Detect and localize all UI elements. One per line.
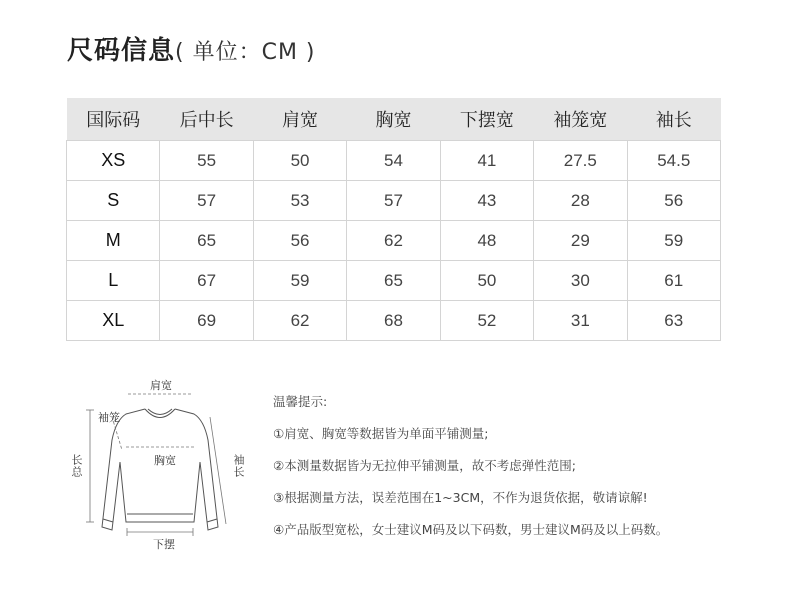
table-cell: 59 bbox=[627, 221, 720, 261]
title-text: 尺码信息 bbox=[67, 36, 176, 66]
diagram-label-shoulder: 肩宽 bbox=[150, 379, 172, 392]
diagram-label-sleeve: 袖长 bbox=[232, 454, 245, 478]
table-cell: L bbox=[67, 261, 160, 301]
size-table bbox=[66, 98, 721, 341]
table-cell: 54 bbox=[347, 141, 440, 181]
table-cell: 65 bbox=[347, 261, 440, 301]
table-cell: 57 bbox=[347, 181, 440, 221]
column-header-chest: 胸宽 bbox=[347, 98, 440, 141]
tip-item: ③根据测量方法，误差范围在1~3CM，不作为退货依据，敬请谅解! bbox=[273, 490, 648, 505]
table-cell: 56 bbox=[627, 181, 720, 221]
diagram-label-length: 长总 bbox=[70, 454, 83, 478]
table-cell: 67 bbox=[160, 261, 253, 301]
column-header-sleeve: 袖长 bbox=[627, 98, 720, 141]
table-cell: 55 bbox=[160, 141, 253, 181]
table-cell: 52 bbox=[440, 301, 533, 341]
column-header-back-length: 后中长 bbox=[160, 98, 253, 141]
tips-title: 温馨提示: bbox=[273, 394, 328, 409]
table-row bbox=[67, 261, 721, 301]
table-cell: 62 bbox=[347, 221, 440, 261]
table-cell: 30 bbox=[534, 261, 627, 301]
table-cell: XL bbox=[67, 301, 160, 341]
table-cell: 68 bbox=[347, 301, 440, 341]
diagram-label-chest: 胸宽 bbox=[154, 454, 176, 467]
table-cell: S bbox=[67, 181, 160, 221]
table-cell: 48 bbox=[440, 221, 533, 261]
table-header-row bbox=[67, 98, 721, 141]
column-header-shoulder: 肩宽 bbox=[253, 98, 346, 141]
column-header-size: 国际码 bbox=[67, 98, 160, 141]
table-cell: 27.5 bbox=[534, 141, 627, 181]
table-cell: 29 bbox=[534, 221, 627, 261]
table-cell: 43 bbox=[440, 181, 533, 221]
table-cell: M bbox=[67, 221, 160, 261]
table-row bbox=[67, 181, 721, 221]
table-cell: 69 bbox=[160, 301, 253, 341]
table-cell: 56 bbox=[253, 221, 346, 261]
table-cell: 65 bbox=[160, 221, 253, 261]
table-cell: 57 bbox=[160, 181, 253, 221]
table-cell: 54.5 bbox=[627, 141, 720, 181]
table-row bbox=[67, 301, 721, 341]
tips-section bbox=[273, 392, 668, 552]
table-row bbox=[67, 141, 721, 181]
diagram-label-armhole: 袖笼 bbox=[98, 411, 120, 424]
title-unit: ( 单位：CM ) bbox=[175, 40, 316, 65]
column-header-armhole: 袖笼宽 bbox=[534, 98, 627, 141]
table-cell: 50 bbox=[440, 261, 533, 301]
table-row bbox=[67, 221, 721, 261]
table-cell: 62 bbox=[253, 301, 346, 341]
table-cell: 61 bbox=[627, 261, 720, 301]
table-cell: 31 bbox=[534, 301, 627, 341]
table-cell: 59 bbox=[253, 261, 346, 301]
table-cell: 50 bbox=[253, 141, 346, 181]
page-title bbox=[67, 30, 316, 67]
tip-item: ①肩宽、胸宽等数据皆为单面平铺测量; bbox=[273, 426, 489, 441]
table-cell: 53 bbox=[253, 181, 346, 221]
sweatshirt-diagram bbox=[60, 372, 260, 552]
diagram-label-hem: 下摆 bbox=[153, 538, 175, 551]
table-cell: XS bbox=[67, 141, 160, 181]
table-cell: 63 bbox=[627, 301, 720, 341]
table-cell: 28 bbox=[534, 181, 627, 221]
tip-item: ④产品版型宽松，女士建议M码及以下码数，男士建议M码及以上码数。 bbox=[273, 522, 669, 537]
column-header-hem: 下摆宽 bbox=[440, 98, 533, 141]
tip-item: ②本测量数据皆为无拉伸平铺测量，故不考虑弹性范围; bbox=[273, 458, 576, 473]
table-cell: 41 bbox=[440, 141, 533, 181]
